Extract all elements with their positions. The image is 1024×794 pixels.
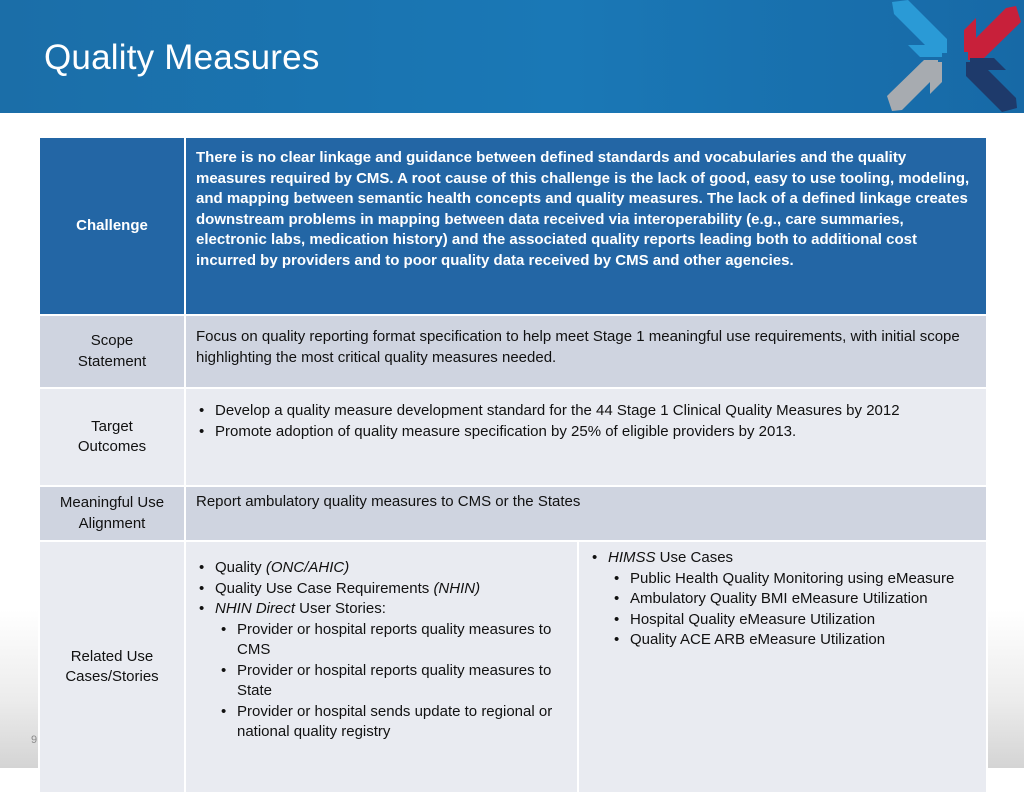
table-row-meaningful-use-alignment <box>39 486 987 541</box>
list-item: • Hospital Quality eMeasure Utilization <box>608 610 976 631</box>
page-number: 9 <box>31 734 38 746</box>
list-item: • Develop a quality measure development standard for the 44 Stage 1 Clinical Quality Measures by 2012 <box>196 401 976 422</box>
related-label-line2: Cases/Stories <box>65 668 159 685</box>
alignment-label-line2: Alignment <box>78 514 146 532</box>
table-row-scope-statement <box>39 315 987 388</box>
item-emphasis: (ONC/AHIC) <box>265 559 350 576</box>
scope-label <box>39 315 185 388</box>
himss-use-cases-list <box>608 569 976 651</box>
target-outcomes-list <box>196 401 976 442</box>
alignment-label-line1: Meaningful Use <box>59 494 165 511</box>
logo-arrow-gray <box>887 60 942 111</box>
list-item <box>196 558 567 579</box>
list-item <box>196 599 567 743</box>
item-emphasis: (NHIN) <box>433 579 481 597</box>
slide-title: Quality Measures <box>44 38 320 77</box>
list-item: • Provider or hospital reports quality measures to State <box>215 661 567 702</box>
item-emphasis: HIMSS <box>608 549 656 566</box>
related-right-list <box>589 548 976 651</box>
target-outcomes-cell <box>185 388 987 486</box>
challenge-text: There is no clear linkage and guidance between defined standards and vocabularies and the quality measures required by CMS. A root cause of this challenge is the lack of good, easy to use tooling, modeling, and mapping between semantic health concepts and quality measures. The lack of a defined linkage creates downstream problems in mapping between data received via interoperability (e.g., care summaries, electronic labs, medication history) and the associated quality reports leading both to additional cost incurred by providers and to poor quality data received by CMS and other agencies. <box>185 137 987 315</box>
related-left-list <box>196 558 567 743</box>
scope-label-line1: Scope <box>90 332 134 349</box>
logo-arrow-blue <box>892 0 947 57</box>
alignment-text: Report ambulatory quality measures to CMS or the States <box>185 486 987 541</box>
user-stories-list <box>215 620 567 743</box>
item-text: Quality <box>215 559 266 576</box>
related-use-cases-right <box>578 541 987 793</box>
item-text: User Stories: <box>295 600 386 617</box>
list-item: • Promote adoption of quality measure specification by 25% of eligible providers by 2013. <box>196 422 976 443</box>
item-emphasis: NHIN Direct <box>215 600 296 617</box>
item-text: Use Cases <box>655 549 734 566</box>
alignment-label <box>39 486 185 541</box>
scope-text: Focus on quality reporting format specification to help meet Stage 1 meaningful use requirements, with initial scope highlighting the most critical quality measures needed. <box>185 315 987 388</box>
target-label-line1: Target <box>91 417 133 435</box>
related-use-cases-left <box>185 541 578 793</box>
logo-arrow-navy <box>966 58 1017 112</box>
four-arrows-logo-icon <box>884 0 1024 113</box>
list-item: • Ambulatory Quality BMI eMeasure Utilization <box>608 589 976 610</box>
table-row-challenge <box>39 137 987 315</box>
target-label <box>39 388 185 486</box>
list-item: • Quality ACE ARB eMeasure Utilization <box>608 630 976 651</box>
list-item <box>589 548 976 651</box>
quality-measures-table <box>38 136 988 794</box>
scope-label-line2: Statement <box>77 352 147 370</box>
related-label <box>39 541 185 793</box>
table-row-related-use-cases <box>39 541 987 793</box>
challenge-label: Challenge <box>39 137 185 315</box>
table-row-target-outcomes <box>39 388 987 486</box>
target-label-line2: Outcomes <box>77 438 147 455</box>
list-item <box>196 579 567 600</box>
item-text: Quality Use Case Requirements <box>215 579 434 597</box>
list-item: • Provider or hospital reports quality measures to CMS <box>215 620 567 661</box>
logo-arrow-red <box>964 6 1021 60</box>
header-bar <box>0 0 1024 113</box>
related-label-line1: Related Use <box>70 647 154 665</box>
list-item: • Public Health Quality Monitoring using eMeasure <box>608 569 976 590</box>
list-item: • Provider or hospital sends update to regional or national quality registry <box>215 702 567 743</box>
